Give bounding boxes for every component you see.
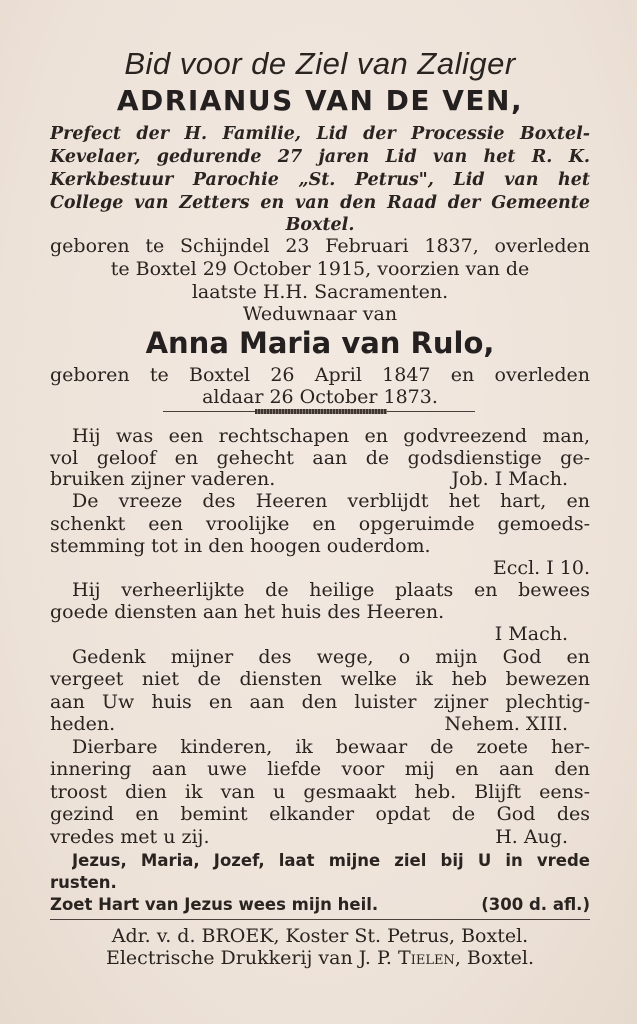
- printer-suffix: , Boxtel.: [454, 947, 535, 969]
- verse-line: gezind en bemint elkander opdat de God des: [50, 803, 590, 825]
- prayer-line: Zoet Hart van Jezus wees mijn heil.: [50, 895, 379, 914]
- widower-label: Weduwnaar van: [242, 303, 398, 325]
- verse-line: Dierbare kinderen, ik bewaar de zoete her-: [72, 736, 590, 758]
- verse-line: bruiken zijner vaderen.: [50, 468, 276, 490]
- verse-reference: I Mach.: [494, 623, 568, 645]
- verse-line: vol geloof en gehecht aan de godsdienstige ge-: [50, 447, 590, 469]
- life-line: te Boxtel 29 October 1915, voorzien van de: [110, 258, 530, 280]
- printer-line: [50, 947, 590, 969]
- verse-line: Hij verheerlijkte de heilige plaats en bewees: [72, 579, 590, 601]
- verse-line: vergeet niet de diensten welke ik heb bewezen: [50, 668, 590, 690]
- verse-line: heden.: [50, 713, 116, 735]
- prayer-line: rusten.: [50, 873, 117, 892]
- verse-line: vredes met u zij.: [50, 826, 210, 848]
- verse-line: goede diensten aan het huis des Heeren.: [50, 601, 445, 623]
- footer-rule: [50, 919, 590, 920]
- title-line: Prefect der H. Familie, Lid der Processie Boxtel-: [50, 124, 590, 144]
- verse-line: schenkt een vroolijke en opgeruimde gemoeds-: [50, 513, 590, 535]
- verse-line: Gedenk mijner des wege, o mijn God en: [72, 646, 590, 668]
- title-line: College van Zetters en van den Raad der Gemeente: [50, 193, 590, 213]
- verse-line: aan Uw huis en aan den luister zijner plechtig-: [50, 691, 590, 713]
- prayer-line: Jezus, Maria, Jozef, laat mijne ziel bij U in vrede: [72, 851, 590, 870]
- printer-prefix: Electrische Drukkerij van J. P.: [105, 947, 392, 969]
- deceased-name: ADRIANUS VAN DE VEN,: [116, 84, 524, 117]
- wife-life-line: geboren te Boxtel 26 April 1847 en overleden: [50, 364, 590, 386]
- verse-line: Hij was een rechtschapen en godvreezend man,: [72, 425, 590, 447]
- title-line: Kevelaer, gedurende 27 jaren Lid van het R. K.: [50, 147, 590, 167]
- verse-reference: Nehem. XIII.: [444, 713, 568, 735]
- footer-line: Adr. v. d. BROEK, Koster St. Petrus, Boxtel.: [111, 925, 529, 947]
- verse-reference: Job. I Mach.: [451, 468, 568, 490]
- verse-line: troost dien ik van u gesmaakt heb. Blijft eens-: [50, 781, 590, 803]
- life-line: laatste H.H. Sacramenten.: [191, 281, 449, 303]
- verse-reference: H. Aug.: [495, 826, 568, 848]
- verse-line: De vreeze des Heeren verblijdt het hart, en: [72, 490, 590, 512]
- title-line: Kerkbestuur Parochie „St. Petrus", Lid van het: [50, 170, 590, 190]
- indulgence-note: (300 d. afl.): [481, 895, 590, 914]
- verse-reference: Eccl. I 10.: [492, 557, 590, 579]
- verse-line: stemming tot in den hoogen ouderdom.: [50, 535, 431, 557]
- prayer-heading: Bid voor de Ziel van Zaliger: [124, 46, 516, 81]
- wife-name: Anna Maria van Rulo,: [145, 326, 495, 360]
- life-line: geboren te Schijndel 23 Februari 1837, overleden: [50, 235, 590, 257]
- separator-ornament: [255, 409, 387, 414]
- verse-line: innering aan uwe liefde voor mij en aan den: [50, 758, 590, 780]
- printer-name: Tielen: [398, 947, 455, 969]
- wife-life-line: aldaar 26 October 1873.: [202, 386, 438, 408]
- title-line: Boxtel.: [285, 215, 355, 235]
